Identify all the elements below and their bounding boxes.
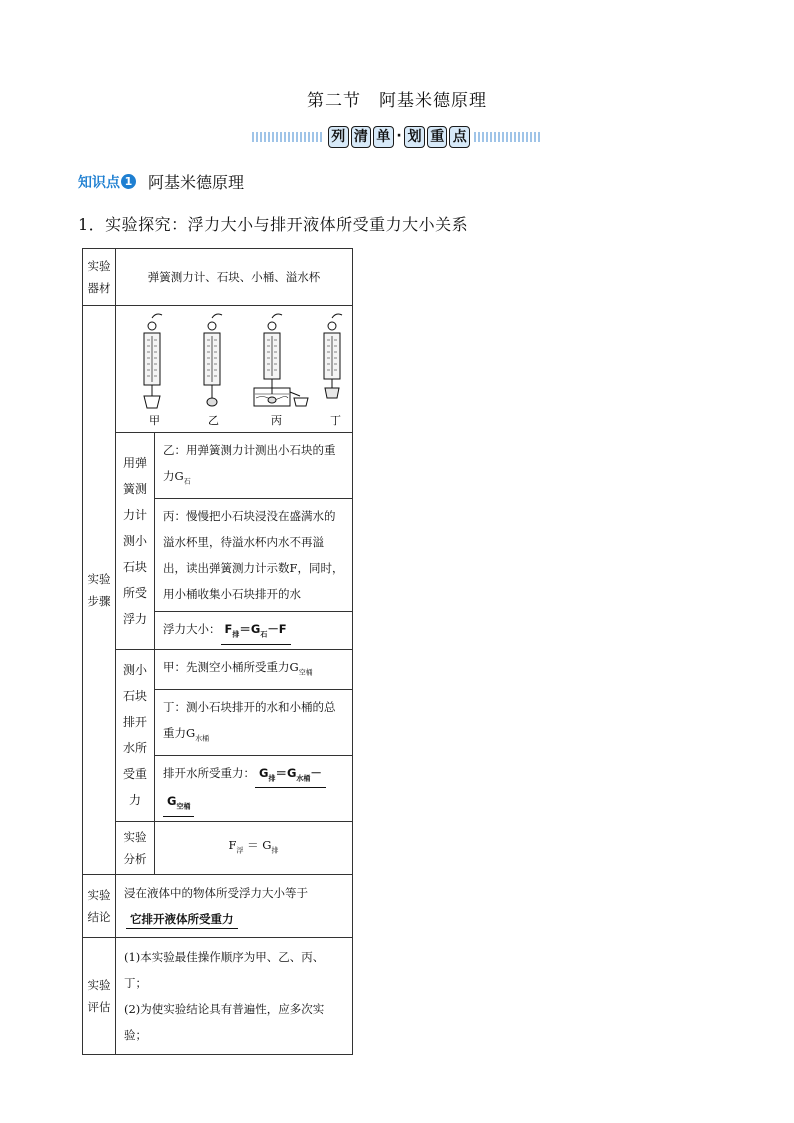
banner-chip: 点 <box>449 126 470 148</box>
evaluation-text: (1)本实验最佳操作顺序为甲、乙、丙、丁； (2)为使实验结论具有普遍性，应多次实验； <box>116 937 353 1054</box>
banner-chip: 重 <box>427 126 448 148</box>
equipment-text: 弹簧测力计、石块、小桶、溢水杯 <box>116 249 353 306</box>
figure-label-jia: 甲 <box>149 414 160 427</box>
section-banner <box>252 126 542 148</box>
banner-separator: · <box>396 128 402 144</box>
conclusion-text: 浸在液体中的物体所受浮力大小等于 它排开液体所受重力 <box>116 874 353 937</box>
buoyancy-answer: $F_排=G_石-F$ <box>221 620 291 644</box>
banner-dots-right <box>474 132 542 142</box>
knowledge-point-title: 阿基米德原理 <box>148 173 245 192</box>
weight-answer: $G_排=G_{水桶}-$ <box>255 764 326 788</box>
step-ding: 丁：测小石块排开的水和小桶的总重力$G_{水桶}$ <box>155 689 353 755</box>
knowledge-point-label: 知识点 <box>78 174 120 191</box>
apparatus-figure <box>116 306 353 433</box>
group1-label: 用弹 簧测 力计 测小 石块 所受 浮力 <box>116 433 155 650</box>
step-jia: 甲：先测空小桶所受重力$G_{空桶}$ <box>155 649 353 689</box>
banner-chip: 单 <box>373 126 394 148</box>
scale-ding-icon <box>324 314 342 398</box>
analysis-formula: $F_浮 = G_排$ <box>155 821 353 874</box>
weight-row: 排开水所受重力： $G_排=G_{水桶}-$ $G_{空桶}$ <box>155 756 353 822</box>
step-yi: 乙：用弹簧测力计测出小石块的重力$G_石$ <box>155 433 353 499</box>
knowledge-point-heading <box>78 170 244 193</box>
knowledge-point-number: 1 <box>121 174 136 189</box>
banner-chip: 划 <box>404 126 425 148</box>
figure-label-bing: 丙 <box>271 414 282 427</box>
evaluation-label: 实验 评估 <box>83 937 116 1054</box>
scale-yi-icon <box>204 314 222 406</box>
banner-chips <box>328 126 470 148</box>
group2-label: 测小 石块 排开 水所 受重 力 <box>116 649 155 821</box>
conclusion-answer: 它排开液体所受重力 <box>126 910 238 929</box>
steps-label: 实验 步骤 <box>83 306 116 875</box>
scale-bing-icon <box>254 314 308 406</box>
banner-dots-left <box>252 132 324 142</box>
experiment-table <box>82 248 353 1055</box>
figure-label-ding: 丁 <box>330 414 341 427</box>
analysis-label: 实验 分析 <box>116 821 155 874</box>
weight-answer-cont: $G_{空桶}$ <box>163 792 194 816</box>
banner-chip: 列 <box>328 126 349 148</box>
banner-chip: 清 <box>351 126 372 148</box>
spring-scale-illustration <box>116 306 352 432</box>
question-text: 1．实验探究：浮力大小与排开液体所受重力大小关系 <box>78 215 469 234</box>
scale-jia-icon <box>144 314 162 408</box>
figure-label-yi: 乙 <box>208 414 219 427</box>
equipment-label: 实验 器材 <box>83 249 116 306</box>
step-bing: 丙：慢慢把小石块浸没在盛满水的溢水杯里，待溢水杯内水不再溢出，读出弹簧测力计示数F，同时，用小桶收集小石块排开的水 <box>155 499 353 612</box>
buoyancy-row: 浮力大小： $F_排=G_石-F$ <box>155 612 353 649</box>
conclusion-label: 实验 结论 <box>83 874 116 937</box>
page-title: 第二节 阿基米德原理 <box>307 91 487 111</box>
